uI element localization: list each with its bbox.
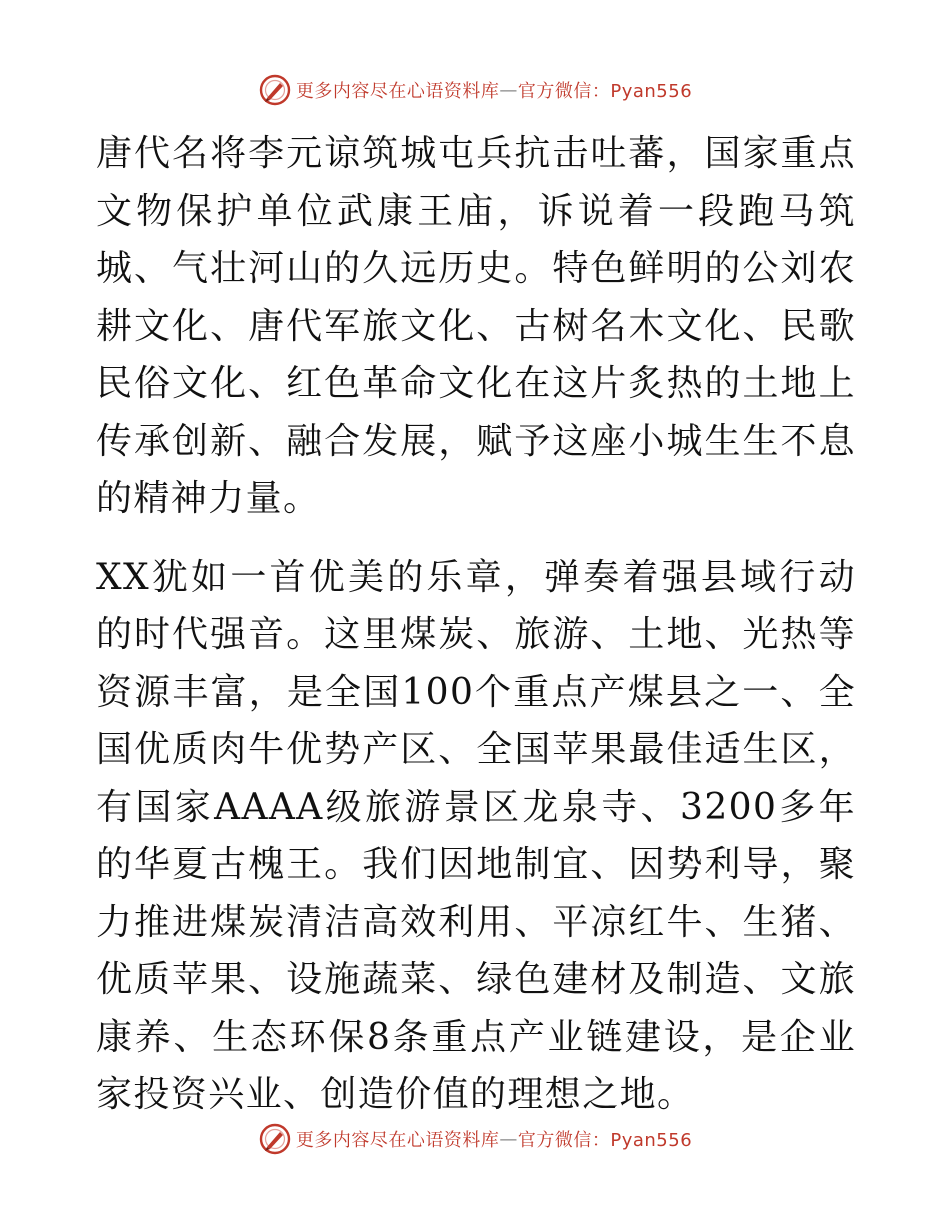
watermark-slogan: 更多内容尽在心语资料库: [295, 81, 500, 102]
watermark-separator: —: [499, 79, 518, 101]
watermark-separator: —: [499, 1128, 518, 1150]
paragraph-resources: XX犹如一首优美的乐章，弹奏着强县域行动的时代强音。这里煤炭、旅游、土地、光热等资源丰富，是全国100个重点产煤县之一、全国优质肉牛优势产区、全国苹果最佳适生区，有国家AAAA级旅游景区龙泉寺、3200多年的华夏古槐王。我们因地制宜、因势利导，聚力推进煤炭清洁高效利用、平凉红牛、生猪、优质苹果、设施蔬菜、绿色建材及制造、文旅康养、生态环保8条重点产业链建设，是企业家投资兴业、创造价值的理想之地。: [96, 556, 856, 1115]
paragraph-history: 唐代名将李元谅筑城屯兵抗击吐蕃，国家重点文物保护单位武康王庙，诉说着一段跑马筑城、气壮河山的久远历史。特色鲜明的公刘农耕文化、唐代军旅文化、古树名木文化、民歌民俗文化、红色革命文化在这片炙热的土地上传承创新、融合发展，赋予这座小城生生不息的精神力量。: [96, 133, 856, 519]
watermark-slogan: 更多内容尽在心语资料库: [295, 1130, 500, 1151]
document-body: [96, 125, 856, 1124]
pen-circle-logo-icon: [258, 73, 292, 107]
pen-circle-logo-icon: [258, 1122, 292, 1156]
watermark-wechat: 官方微信：Pyan556: [517, 81, 693, 102]
footer-watermark: [0, 1122, 950, 1156]
header-watermark: [0, 73, 950, 107]
watermark-wechat: 官方微信：Pyan556: [517, 1130, 693, 1151]
